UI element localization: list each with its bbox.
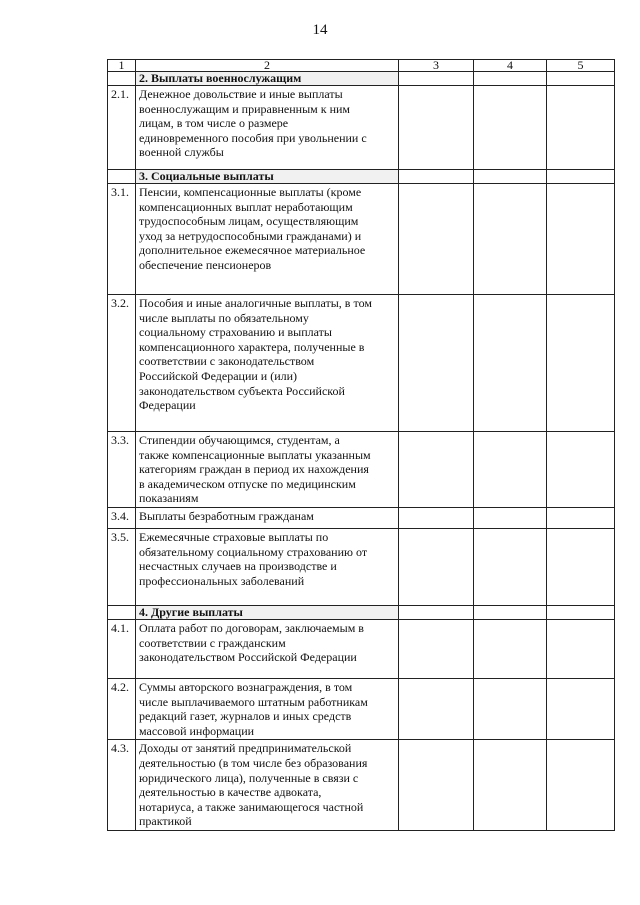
page-number: 14 — [312, 22, 328, 38]
value-cell — [399, 529, 474, 606]
value-cell — [399, 679, 474, 740]
row-number: 4.3. — [108, 740, 136, 831]
section-number-cell — [108, 72, 136, 86]
column-header: 1 — [108, 60, 136, 72]
section-header-row — [108, 72, 615, 86]
value-cell — [547, 740, 615, 831]
row-description — [136, 740, 399, 831]
row-description — [136, 86, 399, 170]
description-line: законодательством Российской Федерации — [139, 650, 357, 665]
description-line: в академическом отпуске по медицинским — [139, 476, 356, 491]
table-row — [108, 86, 615, 170]
row-description — [136, 184, 399, 295]
value-cell — [547, 86, 615, 170]
table-row — [108, 295, 615, 432]
description-line: дополнительное ежемесячное материальное — [139, 243, 366, 258]
value-cell — [547, 432, 615, 508]
table-row — [108, 432, 615, 508]
description-line: несчастных случаев на производстве и — [139, 559, 337, 574]
column-header: 4 — [474, 60, 547, 72]
value-cell — [474, 679, 547, 740]
value-cell — [399, 72, 474, 86]
description-line: деятельностью в качестве адвоката, — [139, 785, 322, 800]
row-number: 3.3. — [108, 432, 136, 508]
value-cell — [399, 508, 474, 529]
description-line: профессиональных заболеваний — [139, 573, 305, 588]
description-line: деятельностью (в том числе без образования — [139, 755, 368, 770]
description-line: компенсационного характера, полученные в — [139, 339, 365, 354]
description-line: законодательством субъекта Российской — [139, 383, 345, 398]
description-line: уход за нетрудоспособными гражданами) и — [139, 228, 362, 243]
section-header-row — [108, 170, 615, 184]
description-line: числе выплаты по обязательному — [139, 310, 309, 325]
row-description — [136, 295, 399, 432]
description-line: Денежное довольствие и иные выплаты — [139, 87, 343, 101]
value-cell — [399, 295, 474, 432]
row-number: 4.1. — [108, 620, 136, 679]
description-line: социальному страхованию и выплаты — [139, 325, 332, 340]
table-row — [108, 184, 615, 295]
column-header: 5 — [547, 60, 615, 72]
description-line: соответствии с законодательством — [139, 354, 315, 369]
value-cell — [547, 170, 615, 184]
value-cell — [474, 295, 547, 432]
row-description — [136, 508, 399, 529]
description-line: единовременного пособия при увольнении с — [139, 130, 367, 145]
value-cell — [474, 72, 547, 86]
table-row — [108, 508, 615, 529]
description-line: Ежемесячные страховые выплаты по — [139, 530, 329, 544]
description-line: трудоспособным лицам, осуществляющим — [139, 214, 359, 229]
description-line: Российской Федерации и (или) — [139, 368, 298, 383]
description-line: Стипендии обучающимся, студентам, а — [139, 433, 340, 447]
value-cell — [474, 432, 547, 508]
value-cell — [399, 86, 474, 170]
value-cell — [474, 529, 547, 606]
value-cell — [547, 606, 615, 620]
description-line: компенсационных выплат неработающим — [139, 199, 353, 214]
description-line: Пособия и иные аналогичные выплаты, в том — [139, 296, 372, 310]
table-row — [108, 620, 615, 679]
row-number: 3.5. — [108, 529, 136, 606]
description-line: массовой информации — [139, 723, 255, 738]
value-cell — [399, 740, 474, 831]
description-line: числе выплачиваемого штатным работникам — [139, 694, 368, 709]
description-line: показаниям — [139, 491, 199, 506]
value-cell — [474, 508, 547, 529]
value-cell — [474, 620, 547, 679]
value-cell — [399, 620, 474, 679]
value-cell — [399, 184, 474, 295]
value-cell — [547, 679, 615, 740]
value-cell — [399, 170, 474, 184]
value-cell — [474, 184, 547, 295]
section-title: 4. Другие выплаты — [136, 606, 399, 620]
value-cell — [474, 86, 547, 170]
value-cell — [399, 432, 474, 508]
description-line: Оплата работ по договорам, заключаемым в — [139, 621, 364, 635]
description-line: Выплаты безработным гражданам — [139, 509, 314, 523]
value-cell — [547, 184, 615, 295]
description-line: редакций газет, журналов и иных средств — [139, 709, 352, 724]
row-number: 4.2. — [108, 679, 136, 740]
section-header-row — [108, 606, 615, 620]
value-cell — [547, 529, 615, 606]
description-line: обязательному социальному страхованию от — [139, 544, 368, 559]
column-number-row — [108, 60, 615, 72]
column-header: 3 — [399, 60, 474, 72]
description-line: юридического лица), полученные в связи с — [139, 770, 359, 785]
row-description — [136, 679, 399, 740]
column-header: 2 — [136, 60, 399, 72]
description-line: военнослужащим и приравненным к ним — [139, 101, 351, 116]
value-cell — [547, 508, 615, 529]
value-cell — [547, 72, 615, 86]
section-title: 3. Социальные выплаты — [136, 170, 399, 184]
value-cell — [547, 295, 615, 432]
section-number-cell — [108, 606, 136, 620]
description-line: Суммы авторского вознаграждения, в том — [139, 680, 353, 694]
description-line: лицам, в том числе о размере — [139, 116, 289, 131]
row-description — [136, 432, 399, 508]
description-line: также компенсационные выплаты указанным — [139, 447, 371, 462]
description-line: Пенсии, компенсационные выплаты (кроме — [139, 185, 362, 199]
description-line: обеспечение пенсионеров — [139, 257, 272, 272]
section-number-cell — [108, 170, 136, 184]
income-table — [107, 59, 615, 831]
row-number: 2.1. — [108, 86, 136, 170]
table-row — [108, 529, 615, 606]
value-cell — [547, 620, 615, 679]
description-line: категориям граждан в период их нахождения — [139, 462, 369, 477]
row-description — [136, 620, 399, 679]
table-row — [108, 679, 615, 740]
table-row — [108, 740, 615, 831]
description-line: нотариуса, а также занимающегося частной — [139, 799, 364, 814]
row-number: 3.2. — [108, 295, 136, 432]
description-line: военной службы — [139, 145, 224, 160]
value-cell — [474, 170, 547, 184]
description-line: соответствии с гражданским — [139, 635, 286, 650]
description-line: Федерации — [139, 398, 196, 413]
description-line: практикой — [139, 814, 192, 829]
row-description — [136, 529, 399, 606]
value-cell — [474, 740, 547, 831]
section-title: 2. Выплаты военнослужащим — [136, 72, 399, 86]
value-cell — [399, 606, 474, 620]
description-line: Доходы от занятий предпринимательской — [139, 741, 352, 756]
value-cell — [474, 606, 547, 620]
row-number: 3.4. — [108, 508, 136, 529]
row-number: 3.1. — [108, 184, 136, 295]
